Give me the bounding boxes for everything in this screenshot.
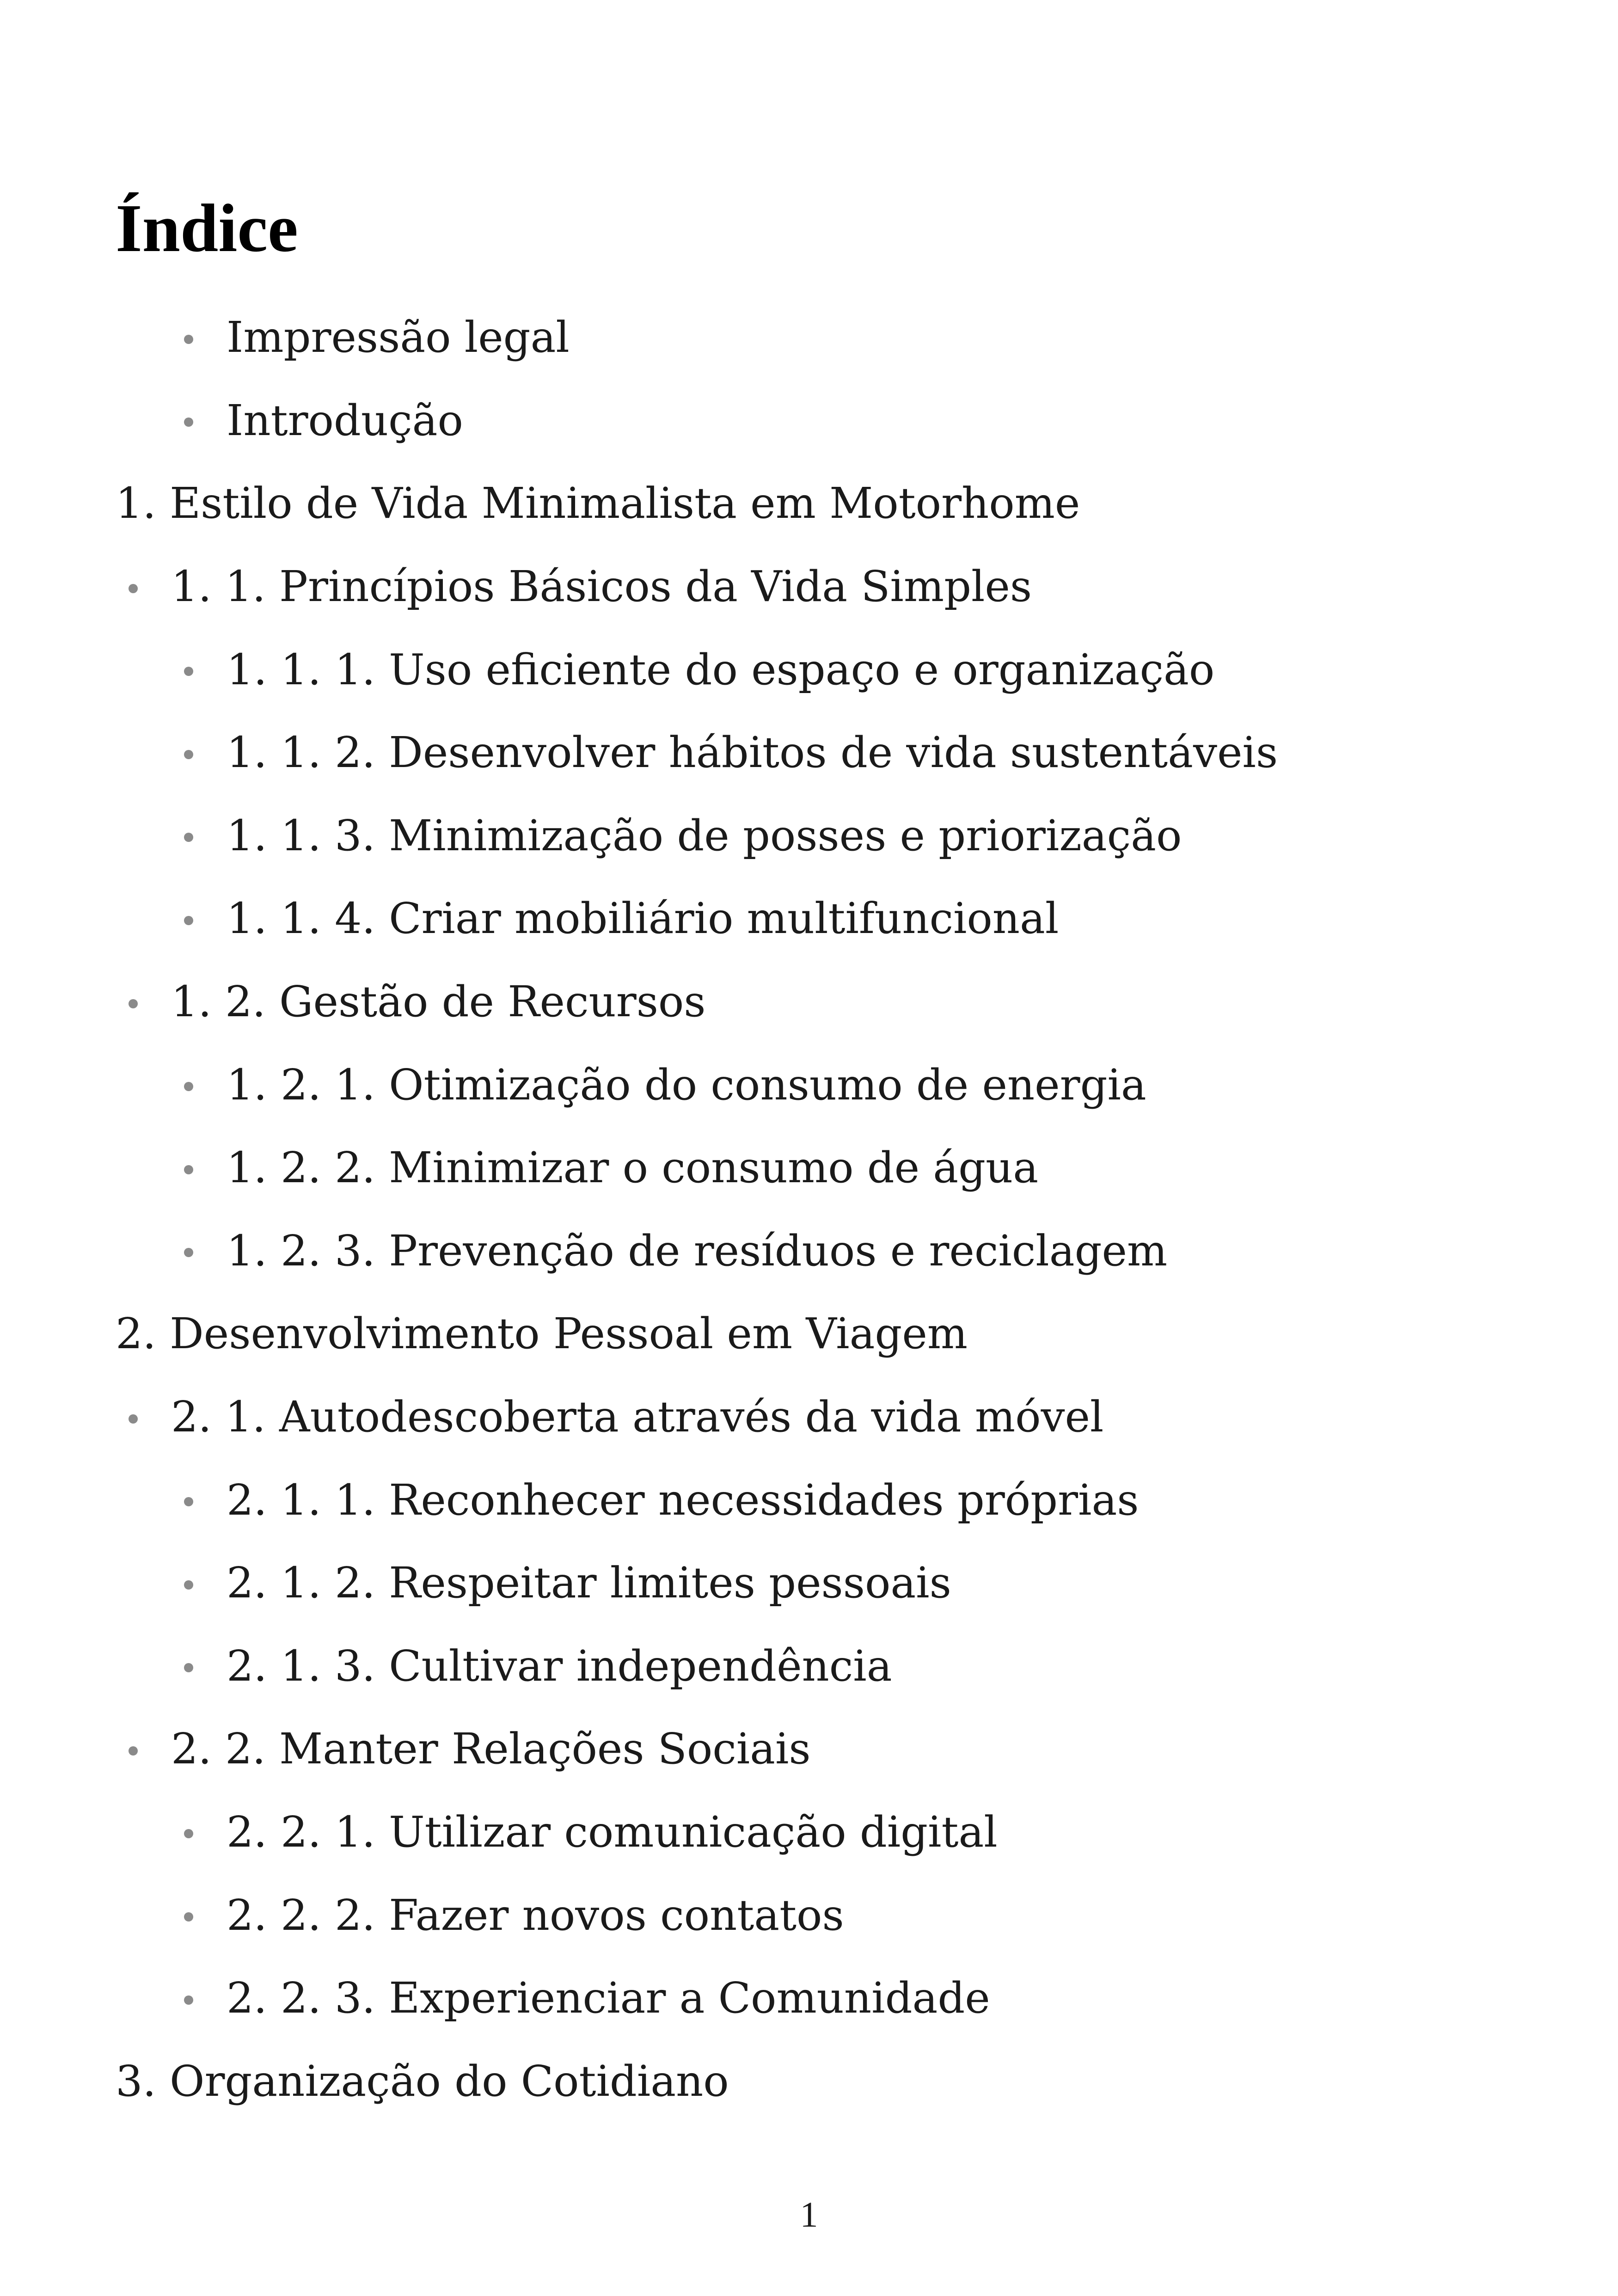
page-title: Índice — [116, 190, 298, 266]
page-number: 1 — [800, 2194, 818, 2235]
toc-subsection-label: 1. 2. 1. Otimização do consumo de energia — [227, 1060, 1146, 1110]
toc-subsection-label: 1. 1. 2. Desenvolver hábitos de vida sustentáveis — [227, 728, 1278, 778]
toc-section-label: 1. 2. Gestão de Recursos — [171, 977, 706, 1027]
toc-subsection-label: 2. 2. 2. Fazer novos contatos — [227, 1890, 844, 1940]
toc-item-label: Impressão legal — [227, 313, 570, 362]
bullet-icon — [184, 335, 193, 344]
bullet-icon — [184, 1082, 193, 1091]
bullet-icon — [184, 1497, 193, 1506]
toc-item[interactable] — [0, 379, 1618, 462]
toc-chapter-label: 2. Desenvolvimento Pessoal em Viagem — [116, 1309, 968, 1359]
toc-section[interactable] — [0, 1375, 1618, 1459]
toc-section[interactable] — [0, 545, 1618, 628]
toc-chapter-label: 1. Estilo de Vida Minimalista em Motorhome — [116, 479, 1080, 528]
toc-section[interactable] — [0, 960, 1618, 1044]
toc-item[interactable] — [0, 296, 1618, 379]
bullet-icon — [184, 417, 193, 427]
toc-subsection-label: 1. 1. 4. Criar mobiliário multifuncional — [227, 894, 1059, 944]
toc-subsection-label: 1. 2. 3. Prevenção de resíduos e reciclagem — [227, 1226, 1168, 1276]
toc-subsection[interactable] — [0, 1209, 1618, 1293]
toc-subsection-label: 2. 1. 3. Cultivar independência — [227, 1641, 892, 1691]
bullet-icon — [184, 1995, 193, 2005]
bullet-icon — [129, 1746, 138, 1756]
toc-section-label: 2. 1. Autodescoberta através da vida móvel — [171, 1392, 1104, 1442]
toc-subsection[interactable] — [0, 1957, 1618, 2040]
toc-subsection-label: 1. 1. 1. Uso eficiente do espaço e organização — [227, 645, 1215, 694]
bullet-icon — [184, 1829, 193, 1838]
toc-subsection-label: 2. 1. 2. Respeitar limites pessoais — [227, 1558, 951, 1608]
bullet-icon — [184, 1248, 193, 1257]
toc-subsection[interactable] — [0, 1043, 1618, 1126]
toc-subsection-label: 1. 2. 2. Minimizar o consumo de água — [227, 1143, 1039, 1193]
toc-subsection[interactable] — [0, 1541, 1618, 1625]
toc-chapter[interactable] — [0, 2039, 1618, 2123]
toc-subsection[interactable] — [0, 628, 1618, 711]
toc-subsection-label: 2. 1. 1. Reconhecer necessidades próprias — [227, 1475, 1139, 1525]
toc-item-label: Introdução — [227, 395, 463, 445]
bullet-icon — [184, 1912, 193, 1922]
toc-subsection-label: 2. 2. 3. Experienciar a Comunidade — [227, 1973, 990, 2023]
bullet-icon — [129, 1414, 138, 1424]
toc-subsection[interactable] — [0, 794, 1618, 878]
toc-subsection[interactable] — [0, 1458, 1618, 1541]
toc-subsection[interactable] — [0, 1791, 1618, 1874]
toc-chapter[interactable] — [0, 1292, 1618, 1375]
table-of-contents — [0, 296, 1618, 2123]
bullet-icon — [184, 1580, 193, 1590]
toc-section[interactable] — [0, 1707, 1618, 1791]
toc-subsection[interactable] — [0, 1625, 1618, 1708]
toc-subsection-label: 1. 1. 3. Minimização de posses e priorização — [227, 810, 1182, 860]
toc-subsection[interactable] — [0, 877, 1618, 960]
bullet-icon — [184, 750, 193, 759]
toc-section-label: 1. 1. Princípios Básicos da Vida Simples — [171, 562, 1032, 612]
toc-subsection[interactable] — [0, 711, 1618, 794]
toc-subsection[interactable] — [0, 1873, 1618, 1957]
toc-subsection[interactable] — [0, 1126, 1618, 1209]
toc-chapter[interactable] — [0, 462, 1618, 545]
bullet-icon — [129, 584, 138, 593]
toc-subsection-label: 2. 2. 1. Utilizar comunicação digital — [227, 1807, 998, 1857]
bullet-icon — [184, 916, 193, 925]
bullet-icon — [184, 833, 193, 842]
bullet-icon — [184, 1663, 193, 1672]
bullet-icon — [129, 999, 138, 1008]
bullet-icon — [184, 1165, 193, 1174]
toc-section-label: 2. 2. Manter Relações Sociais — [171, 1724, 811, 1774]
toc-chapter-label: 3. Organização do Cotidiano — [116, 2056, 729, 2106]
bullet-icon — [184, 667, 193, 676]
